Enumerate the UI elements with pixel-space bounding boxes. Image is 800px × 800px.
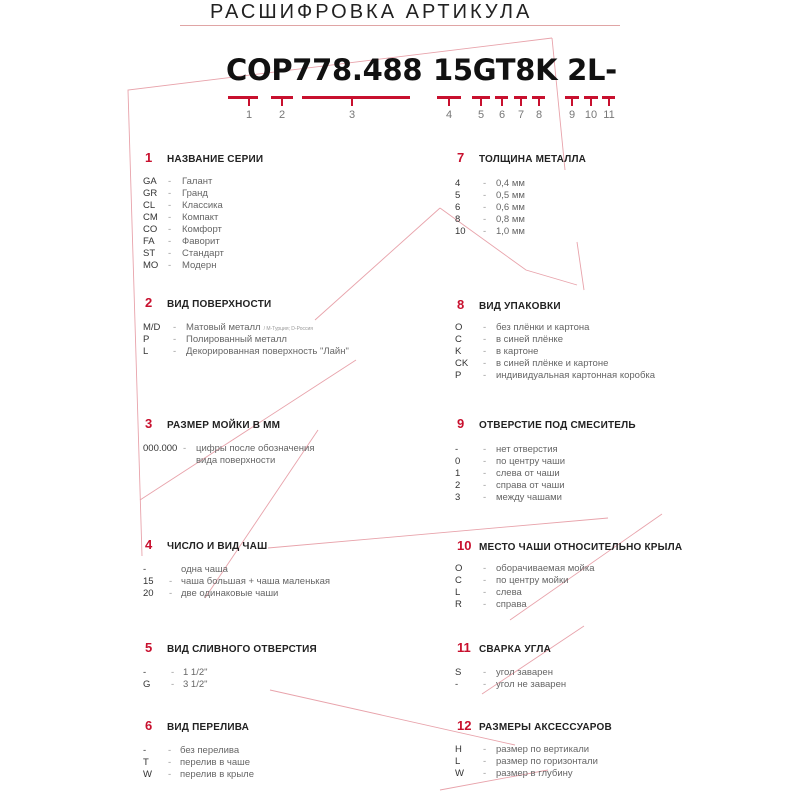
option-code: 8	[455, 214, 461, 225]
option-dash: -	[168, 260, 172, 271]
option-dash: -	[483, 744, 487, 755]
section-packaging	[455, 297, 777, 381]
option-row	[455, 575, 595, 587]
option-code: 4	[455, 178, 461, 189]
position-number: 4	[445, 109, 453, 121]
option-description: в картоне	[496, 346, 539, 357]
option-description: 1,0 мм	[496, 226, 525, 237]
code-tick-6	[501, 99, 503, 106]
option-description: Модерн	[182, 260, 217, 271]
option-list	[455, 178, 525, 238]
option-row	[455, 599, 595, 611]
option-row	[455, 214, 525, 226]
option-code: P	[455, 370, 462, 381]
option-description: в синей плёнке	[496, 334, 563, 345]
section-number: 12	[457, 718, 472, 733]
option-dash: -	[171, 667, 175, 678]
position-number: 8	[535, 109, 543, 121]
code-tick-7	[520, 99, 522, 106]
option-description: цифры после обозначения	[196, 443, 315, 454]
option-dash: -	[483, 563, 487, 574]
section-number: 10	[457, 538, 472, 553]
section-heading	[457, 538, 777, 553]
option-code: P	[143, 334, 150, 345]
article-code-tail: 15GT8K 2L-	[433, 53, 617, 87]
section-number: 2	[145, 295, 153, 310]
section-title: СВАРКА УГЛА	[479, 644, 552, 655]
option-code: -	[455, 444, 459, 455]
option-description: Гранд	[182, 188, 208, 199]
option-code: 15	[143, 576, 154, 587]
option-code: -	[143, 564, 147, 575]
code-underline-3	[302, 96, 410, 99]
section-heading	[145, 718, 465, 733]
option-dash: -	[483, 226, 487, 237]
option-description: угол не заварен	[496, 679, 567, 690]
option-dash: -	[173, 334, 177, 345]
option-code: GR	[143, 188, 158, 199]
section-heading	[145, 295, 465, 310]
option-row	[455, 358, 655, 370]
option-list	[143, 564, 330, 600]
section-heading	[457, 640, 777, 655]
option-dash: -	[483, 346, 487, 357]
option-description: размер в глубину	[496, 768, 573, 779]
section-surface-type	[143, 295, 465, 357]
section-number: 3	[145, 416, 153, 431]
option-row	[143, 248, 224, 260]
option-code: T	[143, 757, 149, 768]
option-code: 5	[455, 190, 461, 201]
section-title: МЕСТО ЧАШИ ОТНОСИТЕЛЬНО КРЫЛА	[479, 542, 683, 553]
option-row	[455, 768, 598, 780]
option-description: угол заварен	[496, 667, 553, 678]
code-tick-9	[571, 99, 573, 106]
section-heading	[457, 718, 777, 733]
option-row	[143, 679, 208, 691]
section-title: ОТВЕРСТИЕ ПОД СМЕСИТЕЛЬ	[479, 420, 636, 431]
option-code: CO	[143, 224, 158, 235]
option-row	[455, 456, 565, 468]
option-description: по центру чаши	[496, 456, 566, 467]
section-heading	[457, 297, 777, 312]
option-description: чаша большая + чаша маленькая	[181, 576, 331, 587]
option-description: Стандарт	[182, 248, 224, 259]
option-row	[455, 563, 595, 575]
option-description: без перелива	[180, 745, 240, 756]
option-code: 20	[143, 588, 154, 599]
section-number: 6	[145, 718, 153, 733]
option-row	[143, 564, 330, 576]
option-code: G	[143, 679, 151, 690]
option-row	[455, 587, 595, 599]
option-description: индивидуальная картонная коробка	[496, 370, 656, 381]
option-code: ST	[143, 248, 156, 259]
option-code: L	[455, 756, 461, 767]
section-title: ВИД ПЕРЕЛИВА	[167, 722, 250, 733]
section-heading	[145, 150, 465, 165]
option-code: -	[143, 667, 147, 678]
option-dash: -	[483, 370, 487, 381]
option-description: одна чаша	[181, 564, 228, 575]
option-row	[143, 346, 349, 358]
code-tick-8	[538, 99, 540, 106]
option-dash: -	[168, 212, 172, 223]
option-description: в синей плёнке и картоне	[496, 358, 609, 369]
option-dash: -	[168, 236, 172, 247]
option-row	[143, 200, 224, 212]
option-code: L	[143, 346, 149, 357]
option-row	[455, 756, 598, 768]
option-dash: -	[168, 200, 172, 211]
option-dash: -	[168, 769, 172, 780]
option-dash: -	[168, 176, 172, 187]
option-list	[455, 444, 565, 504]
position-number: 6	[498, 109, 506, 121]
option-dash: -	[168, 224, 172, 235]
section-title: ВИД УПАКОВКИ	[479, 301, 561, 312]
option-list	[455, 667, 566, 691]
option-description: Декорированная поверхность "Лайн"	[186, 346, 349, 357]
option-row	[455, 480, 565, 492]
option-code: CM	[143, 212, 158, 223]
section-number: 11	[457, 640, 471, 655]
option-dash: -	[168, 188, 172, 199]
option-code: L	[455, 587, 461, 598]
option-row	[143, 588, 330, 600]
option-code: S	[455, 667, 462, 678]
option-description: Полированный металл	[186, 334, 287, 345]
option-dash: -	[483, 468, 487, 479]
option-note: / M-Турция; D-Россия	[263, 326, 313, 332]
option-row	[143, 188, 224, 200]
option-dash: -	[169, 588, 173, 599]
option-description: нет отверстия	[496, 444, 558, 455]
option-row	[455, 202, 525, 214]
option-code: 6	[455, 202, 461, 213]
option-description: 0,6 мм	[496, 202, 525, 213]
code-tick-1	[248, 99, 250, 106]
connector-line-3	[577, 242, 584, 290]
code-tick-3	[351, 99, 353, 106]
option-dash: -	[483, 444, 487, 455]
option-code: CK	[455, 358, 469, 369]
option-code: 3	[455, 492, 461, 503]
option-dash: -	[483, 599, 487, 610]
option-row	[143, 334, 349, 346]
position-number: 3	[348, 109, 356, 121]
option-description: слева	[496, 587, 522, 598]
section-bowl-position	[455, 538, 777, 610]
option-dash: -	[483, 358, 487, 369]
option-dash: -	[483, 679, 487, 690]
position-number: 7	[517, 109, 525, 121]
section-number: 5	[145, 640, 153, 655]
option-description: справа	[496, 599, 527, 610]
option-description: между чашами	[496, 492, 562, 503]
option-list	[455, 744, 598, 780]
option-code: W	[455, 768, 464, 779]
option-code: C	[455, 334, 462, 345]
option-description: Классика	[182, 200, 223, 211]
article-code-main: COP778.488	[226, 53, 423, 87]
option-row	[143, 745, 254, 757]
section-number: 4	[145, 537, 153, 552]
option-description: вида поверхности	[196, 455, 276, 466]
option-code: CL	[143, 200, 156, 211]
option-description: перелив в крыле	[180, 769, 254, 780]
option-description: перелив в чаше	[180, 757, 251, 768]
section-title: РАЗМЕРЫ АКСЕССУАРОВ	[479, 722, 612, 733]
option-code: 0	[455, 456, 461, 467]
option-dash: -	[483, 456, 487, 467]
section-sink-size	[143, 416, 465, 466]
option-code: C	[455, 575, 462, 586]
option-row	[143, 260, 224, 272]
position-number: 1	[245, 109, 253, 121]
section-accessory-sizes	[455, 718, 777, 779]
option-dash: -	[173, 346, 177, 357]
option-code: -	[455, 679, 459, 690]
option-code: O	[455, 563, 463, 574]
section-number: 7	[457, 150, 465, 165]
option-list	[143, 443, 314, 467]
option-row	[455, 322, 655, 334]
option-code: W	[143, 769, 152, 780]
option-row	[143, 769, 254, 781]
option-row	[455, 444, 565, 456]
code-underline-1	[228, 96, 258, 99]
option-code: 1	[455, 468, 461, 479]
section-title: ВИД СЛИВНОГО ОТВЕРСТИЯ	[167, 644, 317, 655]
option-dash: -	[483, 492, 487, 503]
option-description: Матовый металл	[186, 322, 261, 333]
position-number: 10	[584, 109, 598, 121]
option-row	[455, 226, 525, 238]
code-tick-5	[480, 99, 482, 106]
option-row	[143, 212, 224, 224]
option-dash: -	[183, 443, 187, 454]
option-code: 2	[455, 480, 461, 491]
option-row	[455, 178, 525, 190]
section-heading	[145, 537, 465, 552]
option-row	[455, 334, 655, 346]
option-description: Комфорт	[182, 224, 222, 235]
option-code: 10	[455, 226, 466, 237]
option-code: MO	[143, 260, 159, 271]
option-description: оборачиваемая мойка	[496, 563, 595, 574]
section-overflow-type	[143, 718, 465, 780]
section-heading	[145, 416, 465, 431]
position-number: 2	[278, 109, 286, 121]
section-faucet-hole	[455, 416, 777, 503]
option-description: слева от чаши	[496, 468, 560, 479]
option-description: 3 1/2"	[183, 679, 208, 690]
option-list	[143, 322, 349, 358]
option-row	[455, 667, 566, 679]
option-description: размер по вертикали	[496, 744, 590, 755]
option-dash: -	[169, 576, 173, 587]
option-row	[143, 322, 349, 334]
section-title: НАЗВАНИЕ СЕРИИ	[167, 154, 264, 165]
option-row	[455, 370, 655, 382]
option-row	[143, 224, 224, 236]
option-description: по центру мойки	[496, 575, 569, 586]
position-number: 9	[568, 109, 576, 121]
option-description: 1 1/2"	[183, 667, 208, 678]
option-row	[143, 455, 314, 467]
option-row	[143, 576, 330, 588]
code-tick-11	[608, 99, 610, 106]
option-dash: -	[168, 248, 172, 259]
option-description: без плёнки и картона	[496, 322, 590, 333]
option-code: GA	[143, 176, 157, 187]
option-dash: -	[483, 334, 487, 345]
option-row	[143, 236, 224, 248]
option-row	[143, 667, 208, 679]
option-dash: -	[483, 587, 487, 598]
option-row	[455, 744, 598, 756]
option-code: K	[455, 346, 462, 357]
option-dash: -	[483, 190, 487, 201]
option-code: FA	[143, 236, 155, 247]
position-number: 5	[477, 109, 485, 121]
section-metal-thickness	[455, 150, 777, 237]
option-dash: -	[168, 745, 172, 756]
option-description: две одинаковые чаши	[181, 588, 279, 599]
option-dash: -	[483, 322, 487, 333]
title-divider	[180, 25, 620, 26]
option-description: 0,5 мм	[496, 190, 525, 201]
option-description: Фаворит	[182, 236, 220, 247]
page-title: РАСШИФРОВКА АРТИКУЛА	[210, 1, 533, 23]
option-description: размер по горизонтали	[496, 756, 598, 767]
option-list	[455, 322, 655, 382]
option-row	[143, 176, 224, 188]
section-drain-type	[143, 640, 465, 690]
section-heading	[145, 640, 465, 655]
section-heading	[457, 150, 777, 165]
option-description: Галант	[182, 176, 213, 187]
code-tick-2	[281, 99, 283, 106]
option-description: 0,8 мм	[496, 214, 525, 225]
option-dash: -	[483, 667, 487, 678]
option-list	[143, 176, 224, 272]
option-list	[143, 667, 208, 691]
section-number: 8	[457, 297, 465, 312]
option-code: H	[455, 744, 462, 755]
section-title: ТОЛЩИНА МЕТАЛЛА	[479, 154, 587, 165]
option-dash: -	[483, 756, 487, 767]
option-dash: -	[483, 178, 487, 189]
section-number: 1	[145, 150, 153, 165]
option-code: M/D	[143, 322, 161, 333]
section-corner-welding	[455, 640, 777, 690]
option-dash: -	[483, 214, 487, 225]
option-row	[455, 679, 566, 691]
option-dash: -	[168, 757, 172, 768]
option-row	[455, 190, 525, 202]
code-tick-10	[590, 99, 592, 106]
option-dash: -	[483, 480, 487, 491]
option-row	[143, 443, 314, 455]
option-dash: -	[483, 575, 487, 586]
position-number: 11	[603, 109, 615, 121]
option-list	[143, 745, 254, 781]
option-description: 0,4 мм	[496, 178, 525, 189]
option-code: R	[455, 599, 462, 610]
code-tick-4	[448, 99, 450, 106]
option-row	[455, 468, 565, 480]
section-number: 9	[457, 416, 465, 431]
option-description: справа от чаши	[496, 480, 565, 491]
section-title: ВИД ПОВЕРХНОСТИ	[167, 299, 272, 310]
option-dash: -	[173, 322, 177, 333]
section-title: ЧИСЛО И ВИД ЧАШ	[167, 541, 268, 552]
option-list	[455, 563, 595, 611]
section-heading	[457, 416, 777, 431]
option-code: -	[143, 745, 147, 756]
option-code: 000.000	[143, 443, 178, 454]
option-dash: -	[171, 679, 175, 690]
option-code: O	[455, 322, 463, 333]
section-title: РАЗМЕР МОЙКИ В ММ	[167, 420, 281, 431]
option-description: Компакт	[182, 212, 219, 223]
option-row	[143, 757, 254, 769]
option-row	[455, 492, 565, 504]
option-dash: -	[483, 768, 487, 779]
option-dash: -	[483, 202, 487, 213]
option-row	[455, 346, 655, 358]
